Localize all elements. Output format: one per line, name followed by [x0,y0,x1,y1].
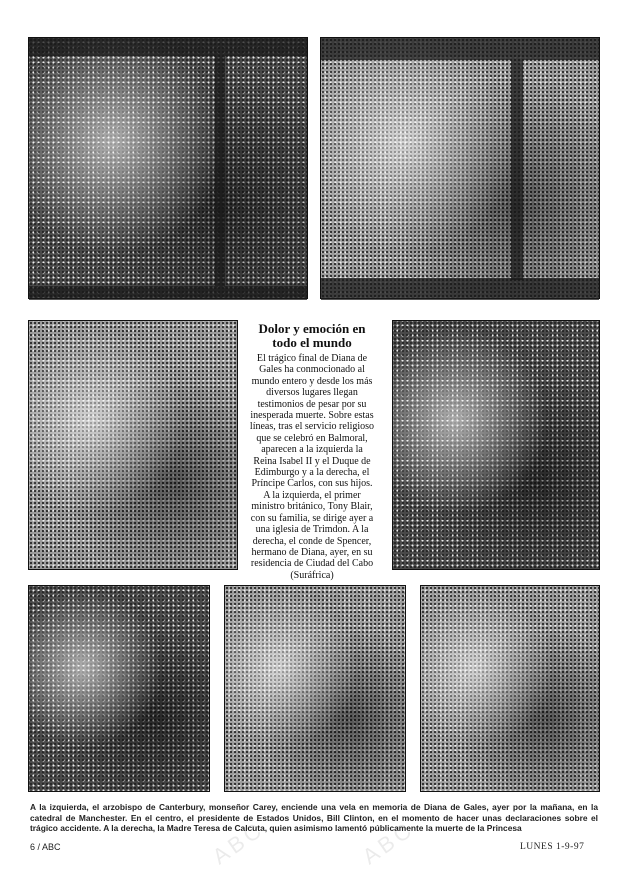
photo-queen-car [28,37,308,299]
photo-tony-blair-family [28,320,238,570]
car-window-frame [29,38,307,56]
sidebar-story [249,322,375,581]
watermark: ABC [207,815,269,870]
photo-bill-clinton [224,585,406,792]
issue-date: LUNES 1-9-97 [520,842,585,852]
headline: Dolor y emoción en todo el mundo [258,321,366,350]
car-window-frame [321,278,599,300]
page-number: 6 / ABC [30,842,61,852]
sidebar-body: El trágico final de Diana de Gales ha conmocionado al mundo entero y desde los más diversos lugares llegan testimonios de pesar por su inesperada muerte. Sobre estas líneas, tras el servicio religioso que se celebró en Balmoral, aparecen a la izquierda la Reina Isabel II y el Duque de Edimburgo y a la derecha, el Príncipe Carlos, con sus hijos. A la izquierda, el primer ministro británico, Tony Blair, con su familia, se dirige ayer a una iglesia de Trimdon. A la derecha, el conde de Spencer, hermano de Diana, ayer, en su residencia de Ciudad del Cabo (Suráfrica) [249,353,375,581]
photo-mother-teresa [420,585,600,792]
car-window-frame [511,60,523,280]
car-window-frame [321,38,599,60]
photo-archbishop-candle [28,585,210,792]
photo-caption: A la izquierda, el arzobispo de Canterbury, monseñor Carey, enciende una vela en memoria de Diana de Gales, ayer por la mañana, en la catedral de Manchester. En el centro, el presidente de Estados Unidos, Bill Clinton, en el momento de hacer unas declaraciones sobre el trágico accidente. A la derecha, la Madre Teresa de Calcuta, quien asimismo lamentó públicamente la muerte de la Princesa [30,802,598,833]
photo-earl-spencer [392,320,600,570]
watermark: ABC [357,815,419,870]
car-window-frame [215,56,225,286]
photo-prince-charles-car [320,37,600,299]
car-window-frame [29,286,307,300]
